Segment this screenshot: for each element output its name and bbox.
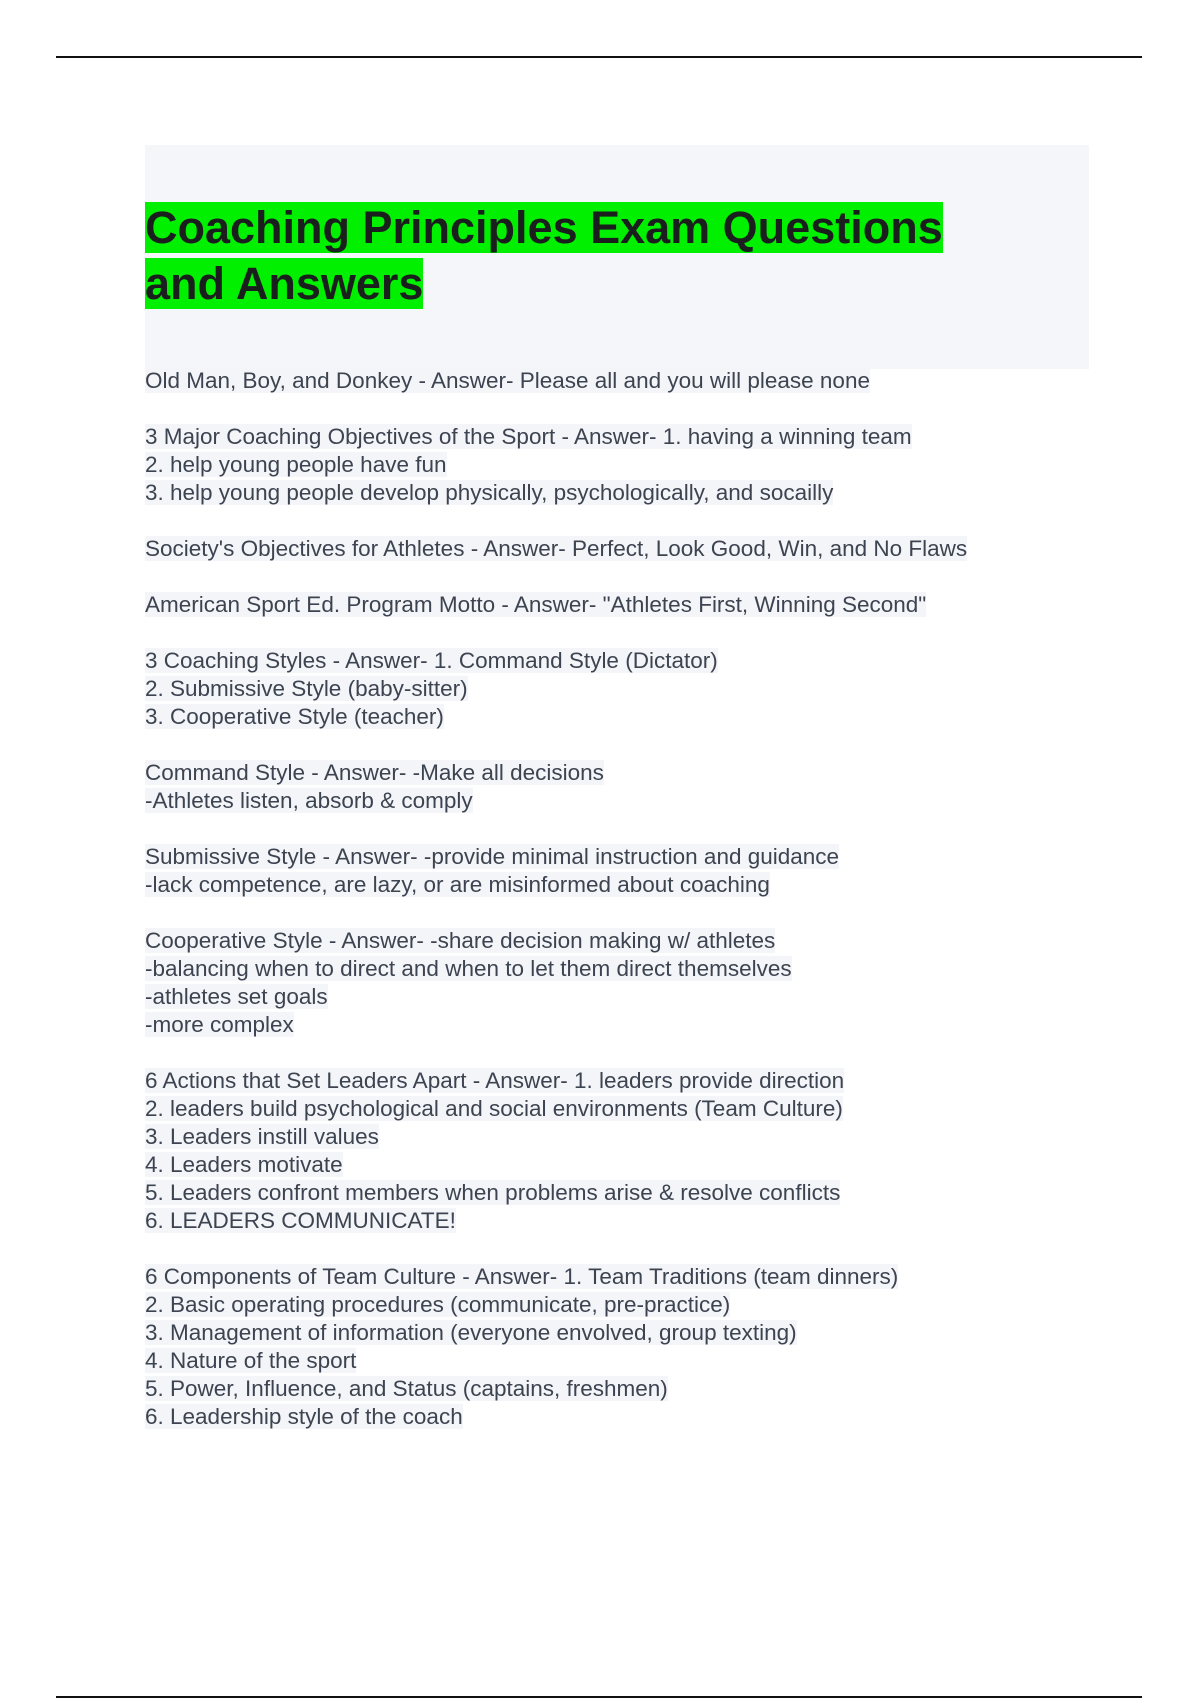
- qa-line-text: 6 Actions that Set Leaders Apart - Answer- 1. leaders provide direction: [145, 1068, 845, 1093]
- qa-line-text: Society's Objectives for Athletes - Answer- Perfect, Look Good, Win, and No Flaws: [145, 536, 968, 561]
- qa-line-text: -Athletes listen, absorb & comply: [145, 788, 473, 813]
- qa-line: [145, 1179, 1105, 1207]
- qa-line: [145, 759, 1105, 787]
- qa-item: [145, 591, 1105, 619]
- qa-line-text: 4. Leaders motivate: [145, 1152, 343, 1177]
- qa-line-text: 3 Coaching Styles - Answer- 1. Command Style (Dictator): [145, 648, 718, 673]
- qa-line-text: -athletes set goals: [145, 984, 328, 1009]
- qa-line: [145, 1319, 1105, 1347]
- qa-line-text: -balancing when to direct and when to let them direct themselves: [145, 956, 792, 981]
- qa-item: [145, 1263, 1105, 1431]
- qa-line: [145, 787, 1105, 815]
- qa-line: [145, 1403, 1105, 1431]
- qa-line: [145, 1263, 1105, 1291]
- qa-line: [145, 1123, 1105, 1151]
- qa-line: [145, 1291, 1105, 1319]
- qa-item: [145, 367, 1105, 395]
- qa-line-text: 6 Components of Team Culture - Answer- 1. Team Traditions (team dinners): [145, 1264, 899, 1289]
- qa-item: [145, 759, 1105, 815]
- qa-item: [145, 843, 1105, 899]
- qa-line-text: 6. Leadership style of the coach: [145, 1404, 463, 1429]
- qa-line: [145, 535, 1105, 563]
- qa-item: [145, 927, 1105, 1039]
- title-line-2: and Answers: [145, 258, 424, 309]
- qa-line-text: 4. Nature of the sport: [145, 1348, 357, 1373]
- qa-line-text: American Sport Ed. Program Motto - Answer- "Athletes First, Winning Second": [145, 592, 927, 617]
- qa-line: [145, 591, 1105, 619]
- qa-line-text: 2. leaders build psychological and social environments (Team Culture): [145, 1096, 843, 1121]
- qa-line: [145, 423, 1105, 451]
- title-line-1: Coaching Principles Exam Questions: [145, 202, 943, 253]
- qa-item: [145, 535, 1105, 563]
- qa-line-text: Old Man, Boy, and Donkey - Answer- Please all and you will please none: [145, 368, 870, 393]
- qa-line-text: Submissive Style - Answer- -provide minimal instruction and guidance: [145, 844, 840, 869]
- qa-line: [145, 1151, 1105, 1179]
- top-rule: [56, 56, 1142, 58]
- qa-line: [145, 1347, 1105, 1375]
- qa-line: [145, 647, 1105, 675]
- qa-line: [145, 1375, 1105, 1403]
- qa-line: [145, 871, 1105, 899]
- document-title: [145, 200, 1045, 312]
- qa-line: [145, 451, 1105, 479]
- qa-line-text: -lack competence, are lazy, or are misinformed about coaching: [145, 872, 770, 897]
- qa-line-text: 2. Submissive Style (baby-sitter): [145, 676, 468, 701]
- qa-line: [145, 367, 1105, 395]
- qa-item: [145, 647, 1105, 731]
- qa-item: [145, 423, 1105, 507]
- qa-line-text: 5. Leaders confront members when problems arise & resolve conflicts: [145, 1180, 841, 1205]
- qa-line: [145, 1095, 1105, 1123]
- bottom-rule: [56, 1696, 1142, 1698]
- qa-line: [145, 1207, 1105, 1235]
- qa-line-text: -more complex: [145, 1012, 294, 1037]
- qa-line-text: 3. Leaders instill values: [145, 1124, 379, 1149]
- qa-list: [145, 367, 1105, 1459]
- qa-line-text: Command Style - Answer- -Make all decisions: [145, 760, 604, 785]
- qa-line: [145, 703, 1105, 731]
- qa-line-text: 3. Management of information (everyone envolved, group texting): [145, 1320, 797, 1345]
- qa-line: [145, 1011, 1105, 1039]
- qa-line-text: 5. Power, Influence, and Status (captains, freshmen): [145, 1376, 668, 1401]
- qa-line: [145, 1067, 1105, 1095]
- qa-line-text: 3 Major Coaching Objectives of the Sport - Answer- 1. having a winning team: [145, 424, 912, 449]
- qa-line-text: Cooperative Style - Answer- -share decision making w/ athletes: [145, 928, 776, 953]
- qa-line: [145, 675, 1105, 703]
- qa-line: [145, 983, 1105, 1011]
- qa-line: [145, 843, 1105, 871]
- qa-line-text: 3. help young people develop physically, psychologically, and socailly: [145, 480, 834, 505]
- qa-line: [145, 927, 1105, 955]
- qa-item: [145, 1067, 1105, 1235]
- qa-line-text: 2. help young people have fun: [145, 452, 447, 477]
- qa-line: [145, 479, 1105, 507]
- qa-line-text: 3. Cooperative Style (teacher): [145, 704, 444, 729]
- qa-line-text: 6. LEADERS COMMUNICATE!: [145, 1208, 456, 1233]
- qa-line-text: 2. Basic operating procedures (communicate, pre-practice): [145, 1292, 731, 1317]
- qa-line: [145, 955, 1105, 983]
